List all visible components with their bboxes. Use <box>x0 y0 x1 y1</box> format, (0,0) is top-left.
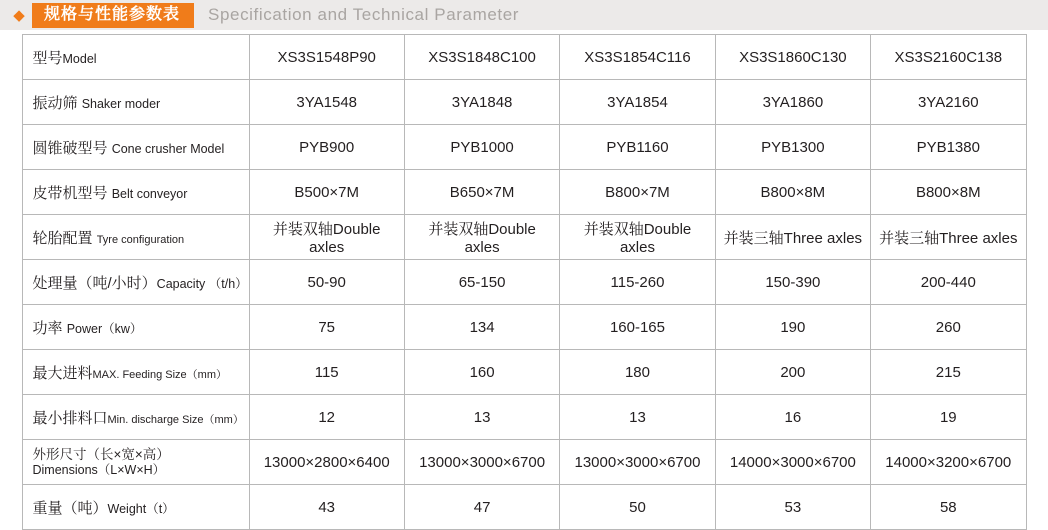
cell-tyre-4: 并装三轴Three axles <box>715 215 870 260</box>
cell-power-2: 134 <box>404 305 559 350</box>
section-header <box>0 0 1048 30</box>
row-label-cn: 型号 <box>32 49 63 67</box>
row-label-cn: 功率 <box>32 319 63 337</box>
row-label-weight <box>22 485 249 530</box>
cell-dimensions-1: 13000×2800×6400 <box>249 440 404 485</box>
cell-cone-4: PYB1300 <box>715 125 870 170</box>
cell-capacity-5: 200-440 <box>871 260 1026 305</box>
table-row <box>22 395 1026 440</box>
cell-cone-1: PYB900 <box>249 125 404 170</box>
table-row <box>22 485 1026 530</box>
cell-model-4: XS3S1860C130 <box>715 35 870 80</box>
row-label-power <box>22 305 249 350</box>
row-label-en: Weight（t） <box>107 501 175 516</box>
cell-capacity-3: 115-260 <box>560 260 715 305</box>
cell-tyre-5: 并装三轴Three axles <box>871 215 1026 260</box>
table-row <box>22 440 1026 485</box>
section-title-en: Specification and Technical Parameter <box>208 5 520 24</box>
row-label-dimensions <box>22 440 249 485</box>
cell-tyre-2: 并装双轴Double axles <box>404 215 559 260</box>
cell-belt-4: B800×8M <box>715 170 870 215</box>
cell-shaker-5: 3YA2160 <box>871 80 1026 125</box>
row-label-tyre-configuration <box>22 215 249 260</box>
row-label-cn: 皮带机型号 <box>32 184 108 202</box>
diamond-icon: ◆ <box>13 6 25 24</box>
cell-cone-2: PYB1000 <box>404 125 559 170</box>
row-label-cn: 最大进料 <box>32 364 93 382</box>
row-label-cn: 处理量（吨/小时） <box>32 274 157 292</box>
row-label-capacity <box>22 260 249 305</box>
row-label-cn: 振动筛 <box>32 94 78 112</box>
cell-model-5: XS3S2160C138 <box>871 35 1026 80</box>
cell-belt-3: B800×7M <box>560 170 715 215</box>
cell-belt-1: B500×7M <box>249 170 404 215</box>
table-row <box>22 305 1026 350</box>
row-label-en: Power（kw） <box>66 321 143 336</box>
cell-cone-3: PYB1160 <box>560 125 715 170</box>
cell-model-3: XS3S1854C116 <box>560 35 715 80</box>
cell-belt-2: B650×7M <box>404 170 559 215</box>
row-label-en: Tyre configuration <box>96 233 185 246</box>
cell-feed-1: 115 <box>249 350 404 395</box>
cell-power-1: 75 <box>249 305 404 350</box>
cell-shaker-3: 3YA1854 <box>560 80 715 125</box>
row-label-cn: 最小排料口 <box>32 409 108 427</box>
row-label-en: Shaker moder <box>81 96 161 111</box>
section-title-cn: 规格与性能参数表 <box>32 3 194 28</box>
cell-belt-5: B800×8M <box>871 170 1026 215</box>
row-label-en: Cone crusher Model <box>111 141 225 156</box>
row-label-en: Capacity （t/h） <box>156 276 248 291</box>
cell-shaker-2: 3YA1848 <box>404 80 559 125</box>
cell-dimensions-2: 13000×3000×6700 <box>404 440 559 485</box>
table-row <box>22 125 1026 170</box>
table-row <box>22 215 1026 260</box>
row-label-shaker <box>22 80 249 125</box>
specification-table <box>22 34 1027 530</box>
cell-capacity-1: 50-90 <box>249 260 404 305</box>
table-row <box>22 80 1026 125</box>
cell-weight-5: 58 <box>871 485 1026 530</box>
row-label-en: Dimensions（L×W×H） <box>32 462 166 477</box>
cell-tyre-3: 并装双轴Double axles <box>560 215 715 260</box>
row-label-cn: 圆锥破型号 <box>32 139 108 157</box>
table-row <box>22 260 1026 305</box>
cell-capacity-4: 150-390 <box>715 260 870 305</box>
cell-dimensions-5: 14000×3200×6700 <box>871 440 1026 485</box>
row-label-min-discharge-size <box>22 395 249 440</box>
cell-feed-2: 160 <box>404 350 559 395</box>
table-row <box>22 350 1026 395</box>
row-label-max-feeding-size <box>22 350 249 395</box>
row-label-belt-conveyor <box>22 170 249 215</box>
row-label-cn: 外形尺寸（长×宽×高） <box>32 447 170 463</box>
cell-dimensions-4: 14000×3000×6700 <box>715 440 870 485</box>
table-row <box>22 35 1026 80</box>
row-label-en: Min. discharge Size（mm） <box>107 413 244 426</box>
row-label-cone-crusher <box>22 125 249 170</box>
cell-shaker-1: 3YA1548 <box>249 80 404 125</box>
cell-model-1: XS3S1548P90 <box>249 35 404 80</box>
cell-weight-3: 50 <box>560 485 715 530</box>
cell-feed-3: 180 <box>560 350 715 395</box>
cell-discharge-1: 12 <box>249 395 404 440</box>
cell-weight-4: 53 <box>715 485 870 530</box>
cell-discharge-3: 13 <box>560 395 715 440</box>
cell-capacity-2: 65-150 <box>404 260 559 305</box>
cell-power-3: 160-165 <box>560 305 715 350</box>
row-label-en: Belt conveyor <box>111 186 188 201</box>
cell-model-2: XS3S1848C100 <box>404 35 559 80</box>
cell-discharge-5: 19 <box>871 395 1026 440</box>
cell-dimensions-3: 13000×3000×6700 <box>560 440 715 485</box>
cell-weight-1: 43 <box>249 485 404 530</box>
cell-power-5: 260 <box>871 305 1026 350</box>
cell-feed-5: 215 <box>871 350 1026 395</box>
cell-shaker-4: 3YA1860 <box>715 80 870 125</box>
cell-power-4: 190 <box>715 305 870 350</box>
row-label-en: Model <box>62 51 97 66</box>
row-label-cn: 轮胎配置 <box>32 229 93 247</box>
cell-feed-4: 200 <box>715 350 870 395</box>
cell-discharge-4: 16 <box>715 395 870 440</box>
row-label-en: MAX. Feeding Size（mm） <box>92 368 227 381</box>
row-label-cn: 重量（吨） <box>32 499 108 517</box>
cell-discharge-2: 13 <box>404 395 559 440</box>
table-row <box>22 170 1026 215</box>
cell-tyre-1: 并装双轴Double axles <box>249 215 404 260</box>
cell-cone-5: PYB1380 <box>871 125 1026 170</box>
cell-weight-2: 47 <box>404 485 559 530</box>
row-label-model <box>22 35 249 80</box>
